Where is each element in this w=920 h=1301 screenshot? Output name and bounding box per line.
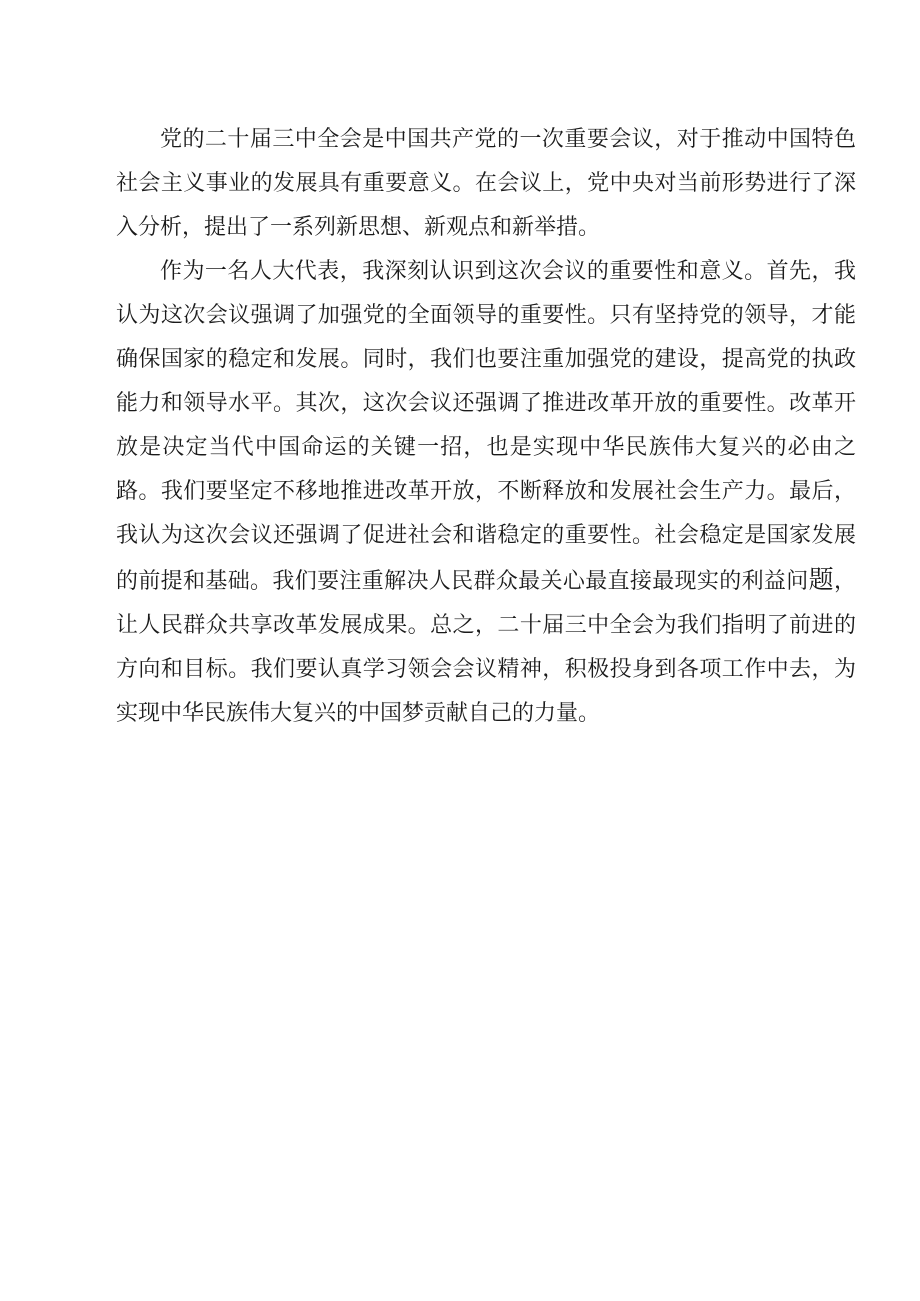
paragraph-2-highlight-char: 题 [808, 565, 834, 594]
paragraph-2 [116, 250, 856, 736]
paragraph-2-text-before: 作为一名人大代表，我深刻认识到这次会议的重要性和意义。首先，我认为这次会议强调了加强党的全面领导的重要性。只有坚持党的领导，才能确保国家的稳定和发展。同时，我们也要注重加强党的建设，提高党的执政能力和领导水平。其次，这次会议还强调了推进改革开放的重要性。改革开放是决定当代中国命运的关键一招，也是实现中华民族伟大复兴的必由之路。我们要坚定不移地推进改革开放，不断释放和发展社会生产力。最后，我认为这次会议还强调了促进社会和谐稳定的重要性。社会稳定是国家发展的前提和基础。我们要注重解决人民群众最关心最直接最现实的利益问 [116, 259, 856, 594]
paragraph-2-text-after: ，让人民群众共享改革发展成果。总之，二十届三中全会为我们指明了前进的方向和目标。我们要认真学习领会会议精神，积极投身到各项工作中去，为实现中华民族伟大复兴的中国梦贡献自己的力量。 [116, 569, 856, 726]
document-body [116, 118, 856, 736]
paragraph-1: 党的二十届三中全会是中国共产党的一次重要会议，对于推动中国特色社会主义事业的发展具有重要意义。在会议上，党中央对当前形势进行了深入分析，提出了一系列新思想、新观点和新举措。 [116, 127, 856, 240]
